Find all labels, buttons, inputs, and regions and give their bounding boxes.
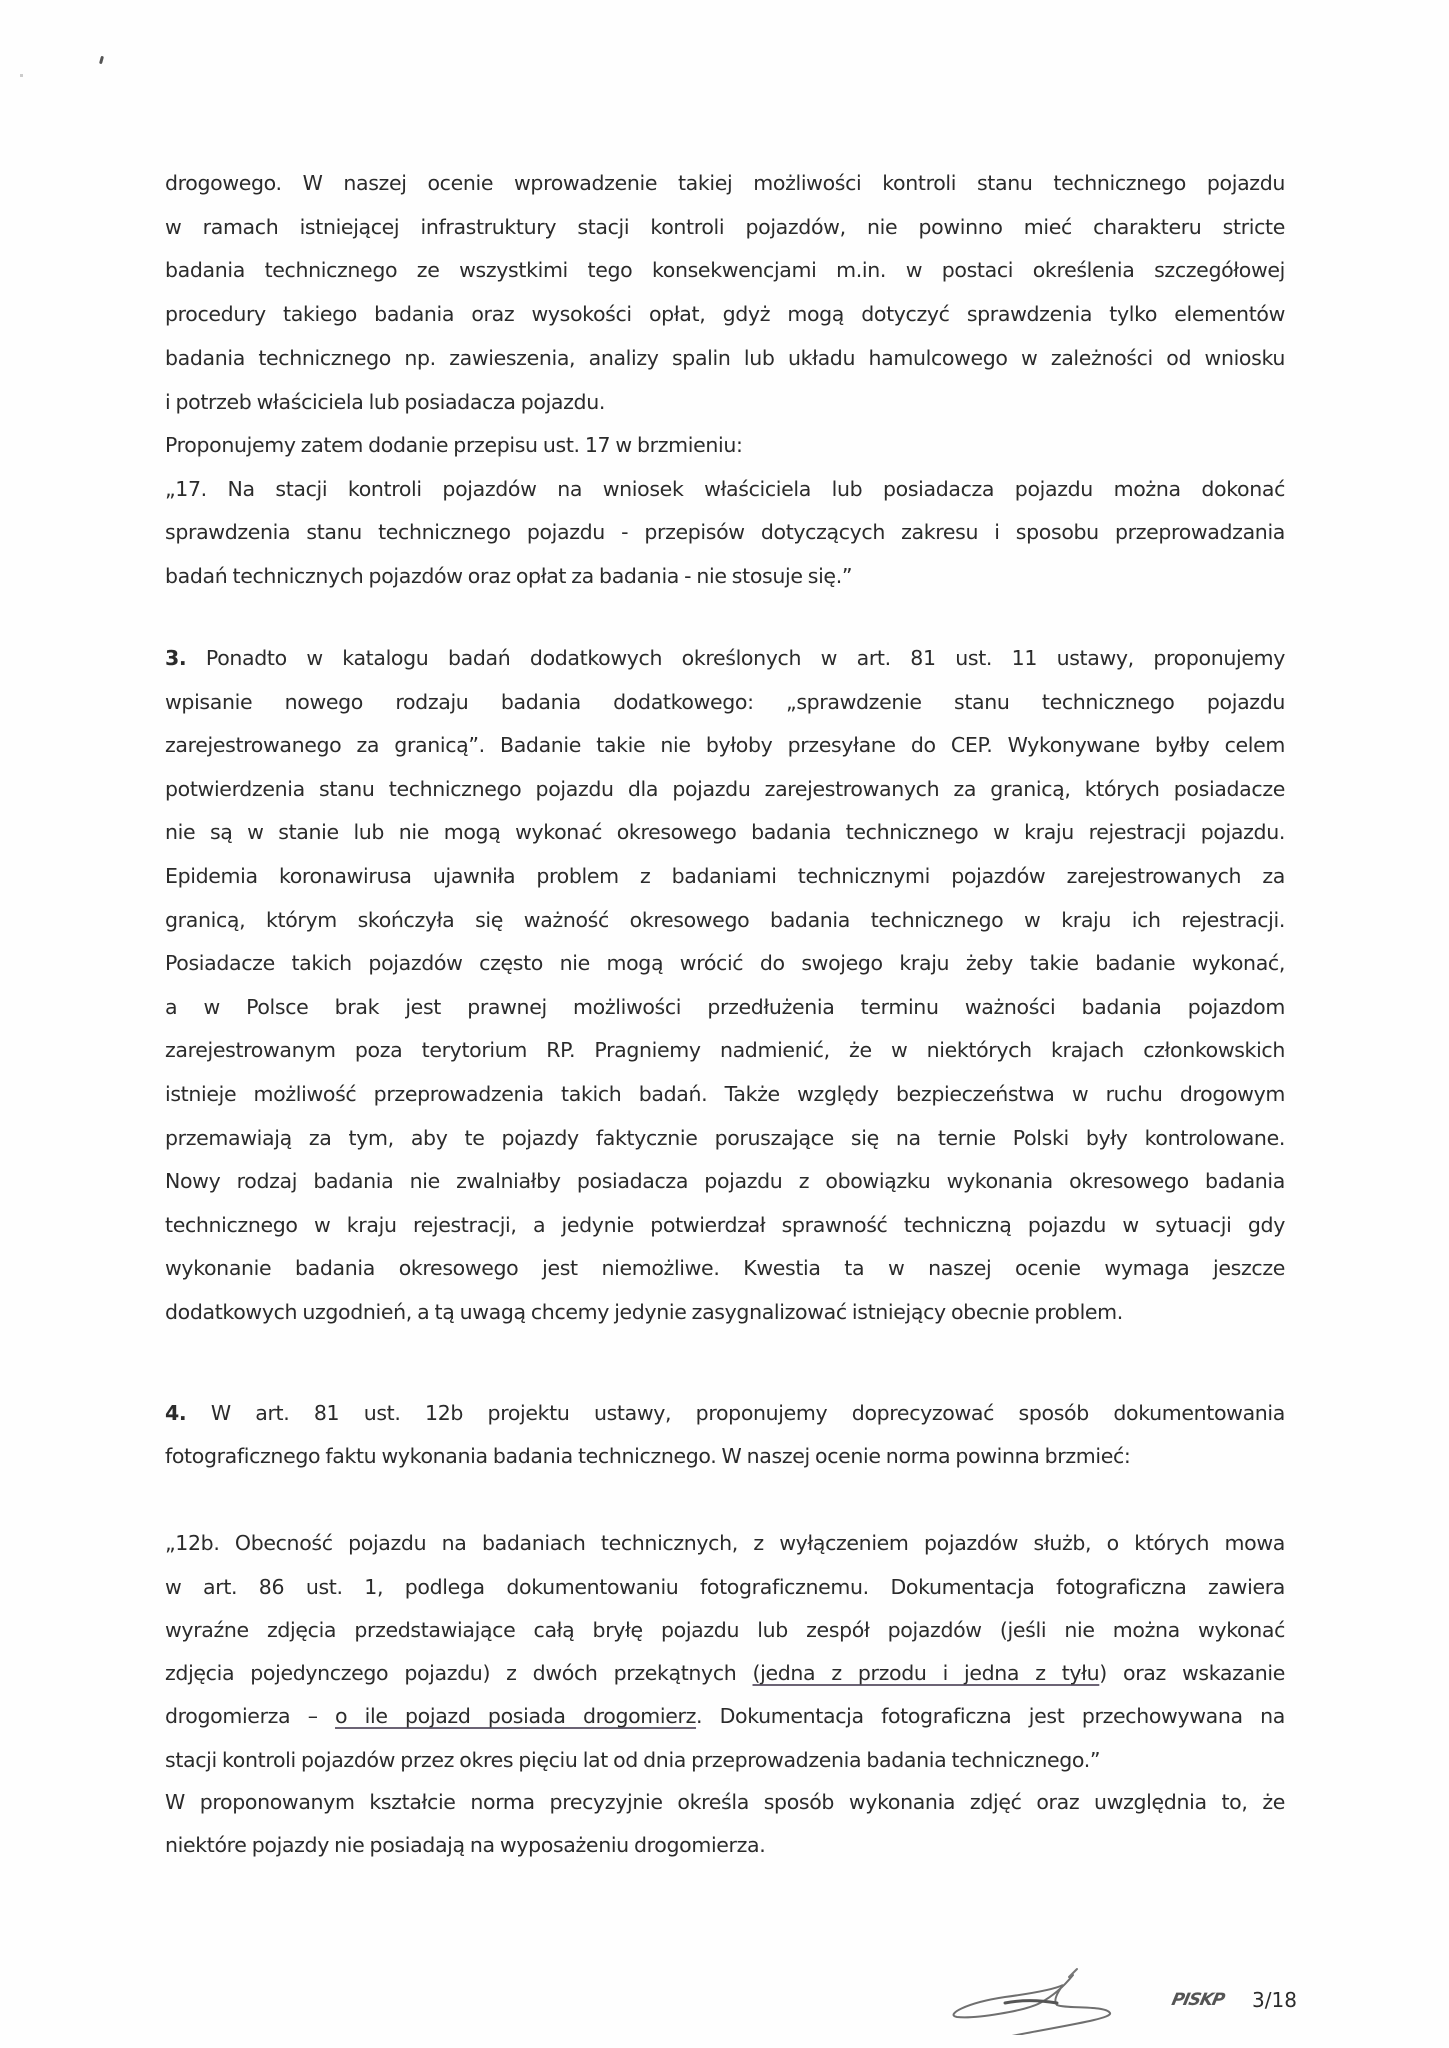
quote-17-line: badań technicznych pojazdów oraz opłat za badania - nie stosuje się.” bbox=[165, 564, 853, 588]
signature-icon bbox=[945, 1955, 1115, 2035]
page-number: 3/18 bbox=[1252, 1988, 1297, 2012]
paragraph-line: fotograficznego faktu wykonania badania technicznego. W naszej ocenie norma powinna brzmieć: bbox=[165, 1444, 1131, 1468]
section-3-heading-line bbox=[165, 636, 1285, 680]
section-text: W art. 81 ust. 12b projektu ustawy, proponujemy doprecyzować sposób dokumentowania bbox=[186, 1401, 1285, 1425]
paragraph-line: zarejestrowanego za granicą”. Badanie takie nie byłoby przesyłane do CEP. Wykonywane byłby celem bbox=[165, 733, 1285, 757]
quote-12b-line: w art. 86 ust. 1, podlega dokumentowaniu fotograficznemu. Dokumentacja fotograficzna zawiera bbox=[165, 1575, 1285, 1599]
proposal-intro: Proponujemy zatem dodanie przepisu ust. 17 w brzmieniu: bbox=[165, 433, 743, 457]
paragraph-line: badania technicznego np. zawieszenia, analizy spalin lub układu hamulcowego w zależności od wniosku bbox=[165, 346, 1285, 370]
quote-17-line: sprawdzenia stanu technicznego pojazdu - przepisów dotyczących zakresu i sposobu przeprowadzania bbox=[165, 520, 1285, 544]
paragraph-line: Epidemia koronawirusa ujawniła problem z badaniami technicznymi pojazdów zarejestrowanych za bbox=[165, 864, 1285, 888]
section-number: 4. bbox=[165, 1401, 187, 1425]
paragraph-line: granicą, którym skończyła się ważność okresowego badania technicznego w kraju ich rejestracji. bbox=[165, 908, 1285, 932]
quote-12b-line: stacji kontroli pojazdów przez okres pięciu lat od dnia przeprowadzenia badania technicznego.” bbox=[165, 1748, 1101, 1772]
paragraph-line: niektóre pojazdy nie posiadają na wyposażeniu drogomierza. bbox=[165, 1833, 766, 1857]
paragraph-line: wykonanie badania okresowego jest niemożliwe. Kwestia ta w naszej ocenie wymaga jeszcze bbox=[165, 1256, 1285, 1280]
quote-12b-line: wyraźne zdjęcia przedstawiające całą bryłę pojazdu lub zespół pojazdów (jeśli nie można wykonać bbox=[165, 1618, 1285, 1642]
paragraph-line: drogowego. W naszej ocenie wprowadzenie takiej możliwości kontroli stanu technicznego pojazdu bbox=[165, 171, 1285, 195]
paragraph-line: dodatkowych uzgodnień, a tą uwagą chcemy jedynie zasygnalizować istniejący obecnie problem. bbox=[165, 1300, 1123, 1324]
text-segment: zdjęcia pojedynczego pojazdu) z dwóch przekątnych bbox=[165, 1661, 753, 1685]
paragraph-line: Posiadacze takich pojazdów często nie mogą wrócić do swojego kraju żeby takie badanie wykonać, bbox=[165, 951, 1285, 975]
paragraph-line: Nowy rodzaj badania nie zwalniałby posiadacza pojazdu z obowiązku wykonania okresowego badania bbox=[165, 1169, 1285, 1193]
paragraph-line: przemawiają za tym, aby te pojazdy faktycznie poruszające się na ternie Polski były kontrolowane. bbox=[165, 1126, 1285, 1150]
paragraph-line: procedury takiego badania oraz wysokości opłat, gdyż mogą dotyczyć sprawdzenia tylko elementów bbox=[165, 302, 1285, 326]
paragraph-line: zarejestrowanym poza terytorium RP. Pragniemy nadmienić, że w niektórych krajach członkowskich bbox=[165, 1038, 1285, 1062]
paragraph-line: nie są w stanie lub nie mogą wykonać okresowego badania technicznego w kraju rejestracji pojazdu. bbox=[165, 820, 1285, 844]
quote-17-line: „17. Na stacji kontroli pojazdów na wniosek właściciela lub posiadacza pojazdu można dokonać bbox=[165, 477, 1285, 501]
section-4-heading-line bbox=[165, 1391, 1285, 1435]
paragraph-line: technicznego w kraju rejestracji, a jedynie potwierdzał sprawność techniczną pojazdu w sytuacji gdy bbox=[165, 1213, 1285, 1237]
scan-artifact bbox=[20, 74, 23, 77]
paragraph-line: badania technicznego ze wszystkimi tego konsekwencjami m.in. w postaci określenia szczegółowej bbox=[165, 258, 1285, 282]
paragraph-line: W proponowanym kształcie norma precyzyjnie określa sposób wykonania zdjęć oraz uwzględnia to, że bbox=[165, 1790, 1285, 1814]
quote-12b-line: „12b. Obecność pojazdu na badaniach technicznych, z wyłączeniem pojazdów służb, o których mowa bbox=[165, 1531, 1285, 1555]
paragraph-line: w ramach istniejącej infrastruktury stacji kontroli pojazdów, nie powinno mieć charakteru stricte bbox=[165, 215, 1285, 239]
piskp-logo: PISKP bbox=[1169, 1990, 1226, 2010]
paragraph-line: i potrzeb właściciela lub posiadacza pojazdu. bbox=[165, 390, 606, 414]
underlined-insertion: o ile pojazd posiada drogomierz bbox=[335, 1704, 697, 1728]
text-segment: drogomierza – bbox=[165, 1704, 336, 1728]
paragraph-line: a w Polsce brak jest prawnej możliwości przedłużenia terminu ważności badania pojazdom bbox=[165, 995, 1285, 1019]
paragraph-line: istnieje możliwość przeprowadzenia takich badań. Także względy bezpieczeństwa w ruchu drogowym bbox=[165, 1082, 1285, 1106]
section-text: Ponadto w katalogu badań dodatkowych określonych w art. 81 ust. 11 ustawy, proponujemy bbox=[186, 646, 1285, 670]
quote-12b-line bbox=[165, 1694, 1285, 1738]
paragraph-line: potwierdzenia stanu technicznego pojazdu dla pojazdu zarejestrowanych za granicą, których posiadacze bbox=[165, 777, 1285, 801]
quote-12b-line bbox=[165, 1651, 1285, 1695]
paragraph-line: wpisanie nowego rodzaju badania dodatkowego: „sprawdzenie stanu technicznego pojazdu bbox=[165, 690, 1285, 714]
text-segment: . Dokumentacja fotograficzna jest przechowywana na bbox=[696, 1704, 1285, 1728]
underlined-insertion: (jedna z przodu i jedna z tyłu bbox=[752, 1661, 1100, 1685]
text-segment: ) oraz wskazanie bbox=[1099, 1661, 1285, 1685]
section-number: 3. bbox=[165, 646, 187, 670]
scan-artifact bbox=[99, 56, 104, 65]
